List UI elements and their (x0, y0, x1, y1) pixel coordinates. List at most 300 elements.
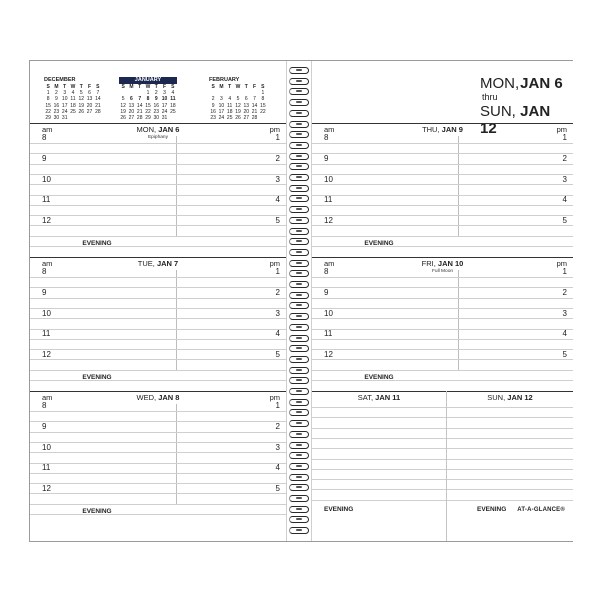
hour-label-am: 9 (324, 287, 329, 297)
spiral-binding (287, 61, 311, 541)
writing-line (312, 469, 446, 470)
date-cell: 14 (251, 102, 258, 109)
writing-line (312, 153, 573, 154)
hour-label-am: 8 (42, 133, 47, 142)
spiral-coil (289, 99, 309, 106)
writing-line (312, 407, 446, 408)
date-cell: 9 (55, 96, 58, 103)
day-title (312, 125, 573, 134)
date-cell: 23 (53, 108, 60, 115)
writing-line (30, 287, 286, 288)
evening-label: EVENING (82, 240, 112, 247)
hour-label-am: 11 (42, 195, 51, 205)
writing-line (312, 448, 446, 449)
holiday-note: Epiphany (147, 135, 168, 140)
writing-line (30, 236, 286, 237)
am-pm-divider (458, 136, 459, 236)
date-cell (259, 115, 267, 121)
date-cell: 16 (53, 102, 60, 109)
date-cell: 28 (136, 115, 143, 122)
date-cell: 5 (236, 96, 240, 103)
mini-calendar-month: FEBRUARY (209, 77, 240, 83)
date-cell: 29 (45, 115, 51, 122)
date-cell: 5 (121, 96, 125, 103)
writing-line (312, 359, 573, 360)
hour-label-am: 11 (324, 195, 333, 205)
spiral-coil (289, 153, 309, 160)
date-cell: 25 (170, 108, 176, 115)
am-pm-divider (458, 270, 459, 370)
writing-line (30, 164, 286, 165)
date-cell: 16 (210, 108, 216, 115)
date-cell: 11 (170, 96, 176, 103)
hour-label-am: 9 (42, 421, 47, 431)
spiral-coil (289, 270, 309, 277)
writing-line (312, 500, 446, 501)
pm-label: pm (556, 125, 567, 134)
date-cell: 31 (61, 115, 68, 122)
day-block-saturday[interactable] (312, 391, 446, 541)
spiral-coil (289, 420, 309, 427)
week-start-weekday: MON, (480, 75, 520, 92)
hour-label-pm: 5 (275, 350, 280, 360)
weekday-letter: T (154, 84, 158, 90)
writing-line (312, 225, 573, 226)
day-title (30, 393, 286, 402)
writing-line (30, 153, 286, 154)
weekday-letter: T (228, 84, 232, 90)
mini-calendar-week (119, 115, 177, 121)
writing-line (312, 277, 573, 278)
hour-label-am: 11 (42, 463, 51, 473)
writing-line (312, 339, 573, 340)
date-cell: 21 (251, 108, 258, 115)
hour-label-pm: 1 (275, 267, 280, 276)
spiral-coil (289, 399, 309, 406)
saturday-evening-label: EVENING (324, 506, 354, 513)
date-cell: 4 (228, 96, 232, 103)
date-cell: 29 (145, 115, 151, 122)
writing-line (30, 370, 286, 371)
hour-label-am: 12 (42, 350, 51, 360)
writing-line (30, 174, 286, 175)
pm-label: pm (269, 125, 280, 134)
writing-line (447, 448, 573, 449)
hour-label-am: 11 (324, 329, 333, 339)
day-block-friday[interactable] (312, 257, 573, 389)
date-cell: 19 (235, 108, 241, 115)
writing-line (30, 184, 286, 185)
weekday-letter: M (54, 84, 59, 90)
weekday-letter: F (253, 84, 257, 90)
writing-line (312, 195, 573, 196)
spiral-coil (289, 121, 309, 128)
day-block-monday[interactable] (30, 123, 286, 255)
date-cell: 8 (146, 96, 150, 103)
date-cell: 12 (120, 102, 126, 109)
day-weekday: TUE, (137, 259, 155, 268)
evening-label: EVENING (364, 240, 394, 247)
writing-line (30, 473, 286, 474)
date-cell: 2 (55, 90, 58, 97)
hour-label-am: 8 (42, 267, 47, 276)
spiral-coil (289, 409, 309, 416)
writing-line (312, 164, 573, 165)
weekday-letter: S (171, 84, 175, 90)
spiral-coil (289, 67, 309, 74)
date-cell: 3 (63, 90, 67, 97)
writing-line (312, 438, 446, 439)
date-cell: 2 (211, 96, 215, 103)
weekday-letter: F (88, 84, 92, 90)
day-date: JAN 10 (437, 259, 464, 268)
hour-label-am: 8 (42, 401, 47, 410)
spiral-coil (289, 377, 309, 384)
date-cell: 1 (146, 90, 150, 97)
date-cell: 17 (161, 102, 168, 109)
writing-line (447, 479, 573, 480)
date-cell: 1 (46, 90, 50, 97)
hour-label-pm: 4 (275, 329, 280, 339)
spiral-coil (289, 206, 309, 213)
writing-line (30, 493, 286, 494)
spiral-coil (289, 78, 309, 85)
date-cell: 9 (211, 102, 215, 109)
writing-line (312, 459, 446, 460)
spiral-coil (289, 110, 309, 117)
date-cell: 13 (86, 96, 93, 103)
writing-line (30, 329, 286, 330)
date-cell: 6 (88, 90, 91, 97)
date-cell: 15 (45, 102, 51, 109)
weekday-letter: S (121, 84, 125, 90)
writing-line (447, 459, 573, 460)
date-cell: 2 (154, 90, 158, 97)
spiral-coil (289, 260, 309, 267)
am-label: am (324, 259, 335, 268)
writing-line (30, 452, 286, 453)
hour-label-am: 12 (324, 216, 333, 226)
hour-label-pm: 2 (275, 421, 280, 431)
saturday-weekday: SAT, (357, 393, 374, 402)
mini-calendar-week (209, 115, 267, 121)
date-cell: 25 (70, 108, 76, 115)
date-cell: 21 (136, 108, 143, 115)
writing-line (312, 417, 446, 418)
date-cell: 19 (120, 108, 126, 115)
date-cell: 9 (154, 96, 158, 103)
mini-calendar-month: DECEMBER (44, 77, 76, 83)
am-label: am (42, 259, 53, 268)
spiral-coil (289, 431, 309, 438)
hour-label-am: 10 (324, 174, 333, 184)
date-cell: 6 (130, 96, 133, 103)
date-cell: 14 (136, 102, 143, 109)
day-weekday: WED, (136, 393, 157, 402)
evening-label: EVENING (364, 374, 394, 381)
day-header (30, 257, 286, 268)
date-cell: 19 (78, 102, 85, 109)
date-cell: 12 (235, 102, 241, 109)
am-label: am (324, 125, 335, 134)
writing-line (312, 349, 573, 350)
date-cell: 26 (120, 115, 126, 122)
writing-line (312, 479, 446, 480)
writing-line (447, 428, 573, 429)
date-cell: 17 (61, 102, 68, 109)
date-cell: 3 (163, 90, 166, 97)
writing-line (312, 143, 573, 144)
writing-line (30, 432, 286, 433)
writing-line (312, 308, 573, 309)
writing-line (30, 205, 286, 206)
left-page (30, 61, 287, 541)
sunday-evening-label: EVENING (477, 506, 507, 513)
weekday-letter: T (63, 84, 67, 90)
day-date: JAN 9 (441, 125, 463, 134)
am-label: am (42, 393, 53, 402)
pm-label: pm (269, 393, 280, 402)
date-cell (69, 115, 77, 121)
hour-label-pm: 5 (562, 350, 567, 360)
right-page (311, 61, 573, 541)
am-label: am (42, 125, 53, 134)
hour-label-pm: 4 (275, 195, 280, 205)
date-cell: 13 (243, 102, 250, 109)
week-start-date: JAN 6 (520, 75, 563, 92)
mini-calendar-week (44, 115, 102, 121)
saturday-date: JAN 11 (375, 393, 401, 402)
weekday-letter: S (261, 84, 265, 90)
date-cell: 25 (226, 115, 233, 122)
writing-line (30, 411, 286, 412)
date-cell: 23 (153, 108, 160, 115)
spiral-coil (289, 335, 309, 342)
writing-line (30, 421, 286, 422)
writing-line (30, 195, 286, 196)
mini-calendar-february (209, 77, 267, 121)
hour-label-am: 10 (324, 308, 333, 318)
spiral-coil (289, 388, 309, 395)
day-title (312, 259, 573, 268)
spiral-coil (289, 324, 309, 331)
writing-line (312, 287, 573, 288)
hour-label-am: 12 (42, 484, 51, 494)
day-date: JAN 6 (158, 125, 180, 134)
planner-spread (29, 60, 573, 542)
hour-label-pm: 4 (562, 195, 567, 205)
date-cell: 10 (218, 102, 225, 109)
week-end-date: JAN 12 (480, 103, 551, 137)
date-cell: 7 (253, 96, 256, 103)
spiral-coil (289, 442, 309, 449)
date-cell: 13 (128, 102, 135, 109)
writing-line (312, 370, 573, 371)
writing-line (312, 329, 573, 330)
hour-label-pm: 3 (562, 308, 567, 318)
weekday-letter: S (211, 84, 215, 90)
spiral-coil (289, 463, 309, 470)
date-cell: 12 (78, 96, 85, 103)
hour-label-pm: 4 (275, 463, 280, 473)
hour-label-pm: 2 (562, 153, 567, 163)
writing-line (30, 359, 286, 360)
day-title (30, 259, 286, 268)
date-cell: 18 (170, 102, 176, 109)
hour-label-am: 8 (324, 133, 329, 142)
writing-line (30, 143, 286, 144)
weekday-letter: T (138, 84, 142, 90)
weekday-letter: M (219, 84, 224, 90)
date-cell: 26 (235, 115, 241, 122)
date-cell: 8 (46, 96, 50, 103)
date-cell: 28 (95, 108, 101, 115)
writing-line (30, 215, 286, 216)
spiral-coil (289, 238, 309, 245)
am-pm-divider (176, 136, 177, 236)
spiral-coil (289, 302, 309, 309)
writing-line (30, 318, 286, 319)
writing-line (312, 205, 573, 206)
hour-label-pm: 1 (562, 133, 567, 142)
week-end-weekday: SUN, (480, 103, 516, 120)
spiral-coil (289, 484, 309, 491)
date-cell: 20 (128, 108, 135, 115)
date-cell: 4 (71, 90, 75, 97)
writing-line (447, 438, 573, 439)
pm-label: pm (556, 259, 567, 268)
spiral-coil (289, 163, 309, 170)
date-cell: 7 (138, 96, 142, 103)
day-block-wednesday[interactable] (30, 391, 286, 523)
writing-line (447, 500, 573, 501)
weekday-letter: S (96, 84, 100, 90)
day-header (312, 257, 573, 268)
hour-label-am: 10 (42, 308, 51, 318)
date-cell: 23 (210, 115, 216, 122)
weekday-letter: W (70, 84, 76, 90)
writing-line (30, 225, 286, 226)
date-cell: 14 (95, 96, 101, 103)
am-pm-divider (176, 404, 177, 504)
date-cell: 27 (128, 115, 135, 122)
spiral-coil (289, 452, 309, 459)
date-cell (77, 115, 85, 121)
weekday-letter: T (79, 84, 83, 90)
hour-label-am: 11 (42, 329, 51, 339)
hour-label-pm: 5 (275, 216, 280, 226)
week-thru-label: thru (482, 92, 498, 102)
date-cell: 24 (61, 108, 68, 115)
date-cell: 10 (161, 96, 168, 103)
hour-label-pm: 3 (562, 174, 567, 184)
date-cell: 30 (153, 115, 160, 122)
writing-line (30, 308, 286, 309)
day-block-sunday[interactable] (447, 391, 573, 541)
date-cell: 20 (86, 102, 93, 109)
date-cell: 11 (227, 102, 233, 109)
hour-label-am: 10 (42, 442, 51, 452)
day-weekday: FRI, (421, 259, 436, 268)
writing-line (312, 174, 573, 175)
hour-label-pm: 4 (562, 329, 567, 339)
writing-line (447, 407, 573, 408)
spiral-coil (289, 356, 309, 363)
brand-logo: AT-A-GLANCE® (517, 507, 565, 513)
weekday-letter: S (46, 84, 50, 90)
weekday-letter: W (235, 84, 241, 90)
writing-line (312, 489, 446, 490)
date-cell (85, 115, 93, 121)
evening-label: EVENING (82, 374, 112, 381)
spiral-coil (289, 527, 309, 534)
writing-line (30, 504, 286, 505)
writing-line (312, 428, 446, 429)
hour-label-pm: 1 (562, 267, 567, 276)
saturday-header (312, 391, 446, 402)
mini-calendar-january (119, 77, 177, 121)
spiral-coil (289, 506, 309, 513)
hour-label-am: 12 (324, 350, 333, 360)
spiral-coil (289, 88, 309, 95)
date-cell (94, 115, 102, 121)
date-cell: 1 (261, 90, 265, 97)
writing-line (447, 489, 573, 490)
day-block-thursday[interactable] (312, 123, 573, 255)
holiday-note: Full Moon (431, 269, 454, 274)
date-cell: 7 (96, 90, 100, 97)
date-cell: 18 (70, 102, 76, 109)
hour-label-pm: 2 (275, 153, 280, 163)
date-cell: 31 (161, 115, 168, 122)
pm-label: pm (269, 259, 280, 268)
date-cell: 4 (171, 90, 175, 97)
writing-line (447, 469, 573, 470)
hour-label-pm: 3 (275, 174, 280, 184)
sunday-header (447, 391, 573, 402)
date-cell: 26 (78, 108, 85, 115)
date-cell: 28 (251, 115, 258, 122)
writing-line (30, 463, 286, 464)
sunday-weekday: SUN, (487, 393, 506, 402)
writing-line (30, 298, 286, 299)
day-block-tuesday[interactable] (30, 257, 286, 389)
hour-label-am: 9 (42, 287, 47, 297)
date-cell: 30 (53, 115, 60, 122)
day-date: JAN 8 (158, 393, 180, 402)
date-cell: 27 (86, 108, 93, 115)
hour-label-am: 8 (324, 267, 329, 276)
date-cell: 3 (220, 96, 223, 103)
weekday-letter: F (163, 84, 167, 90)
writing-line (312, 318, 573, 319)
spiral-coil (289, 516, 309, 523)
date-cell: 8 (261, 96, 265, 103)
date-cell: 15 (260, 102, 266, 109)
day-title (30, 125, 286, 134)
hour-label-pm: 5 (275, 484, 280, 494)
weekday-letter: T (244, 84, 248, 90)
date-cell: 24 (218, 115, 225, 122)
writing-line (312, 236, 573, 237)
spiral-coil (289, 313, 309, 320)
writing-line (447, 417, 573, 418)
day-header (312, 123, 573, 134)
spiral-coil (289, 367, 309, 374)
spiral-coil (289, 249, 309, 256)
writing-line (30, 339, 286, 340)
spiral-coil (289, 281, 309, 288)
